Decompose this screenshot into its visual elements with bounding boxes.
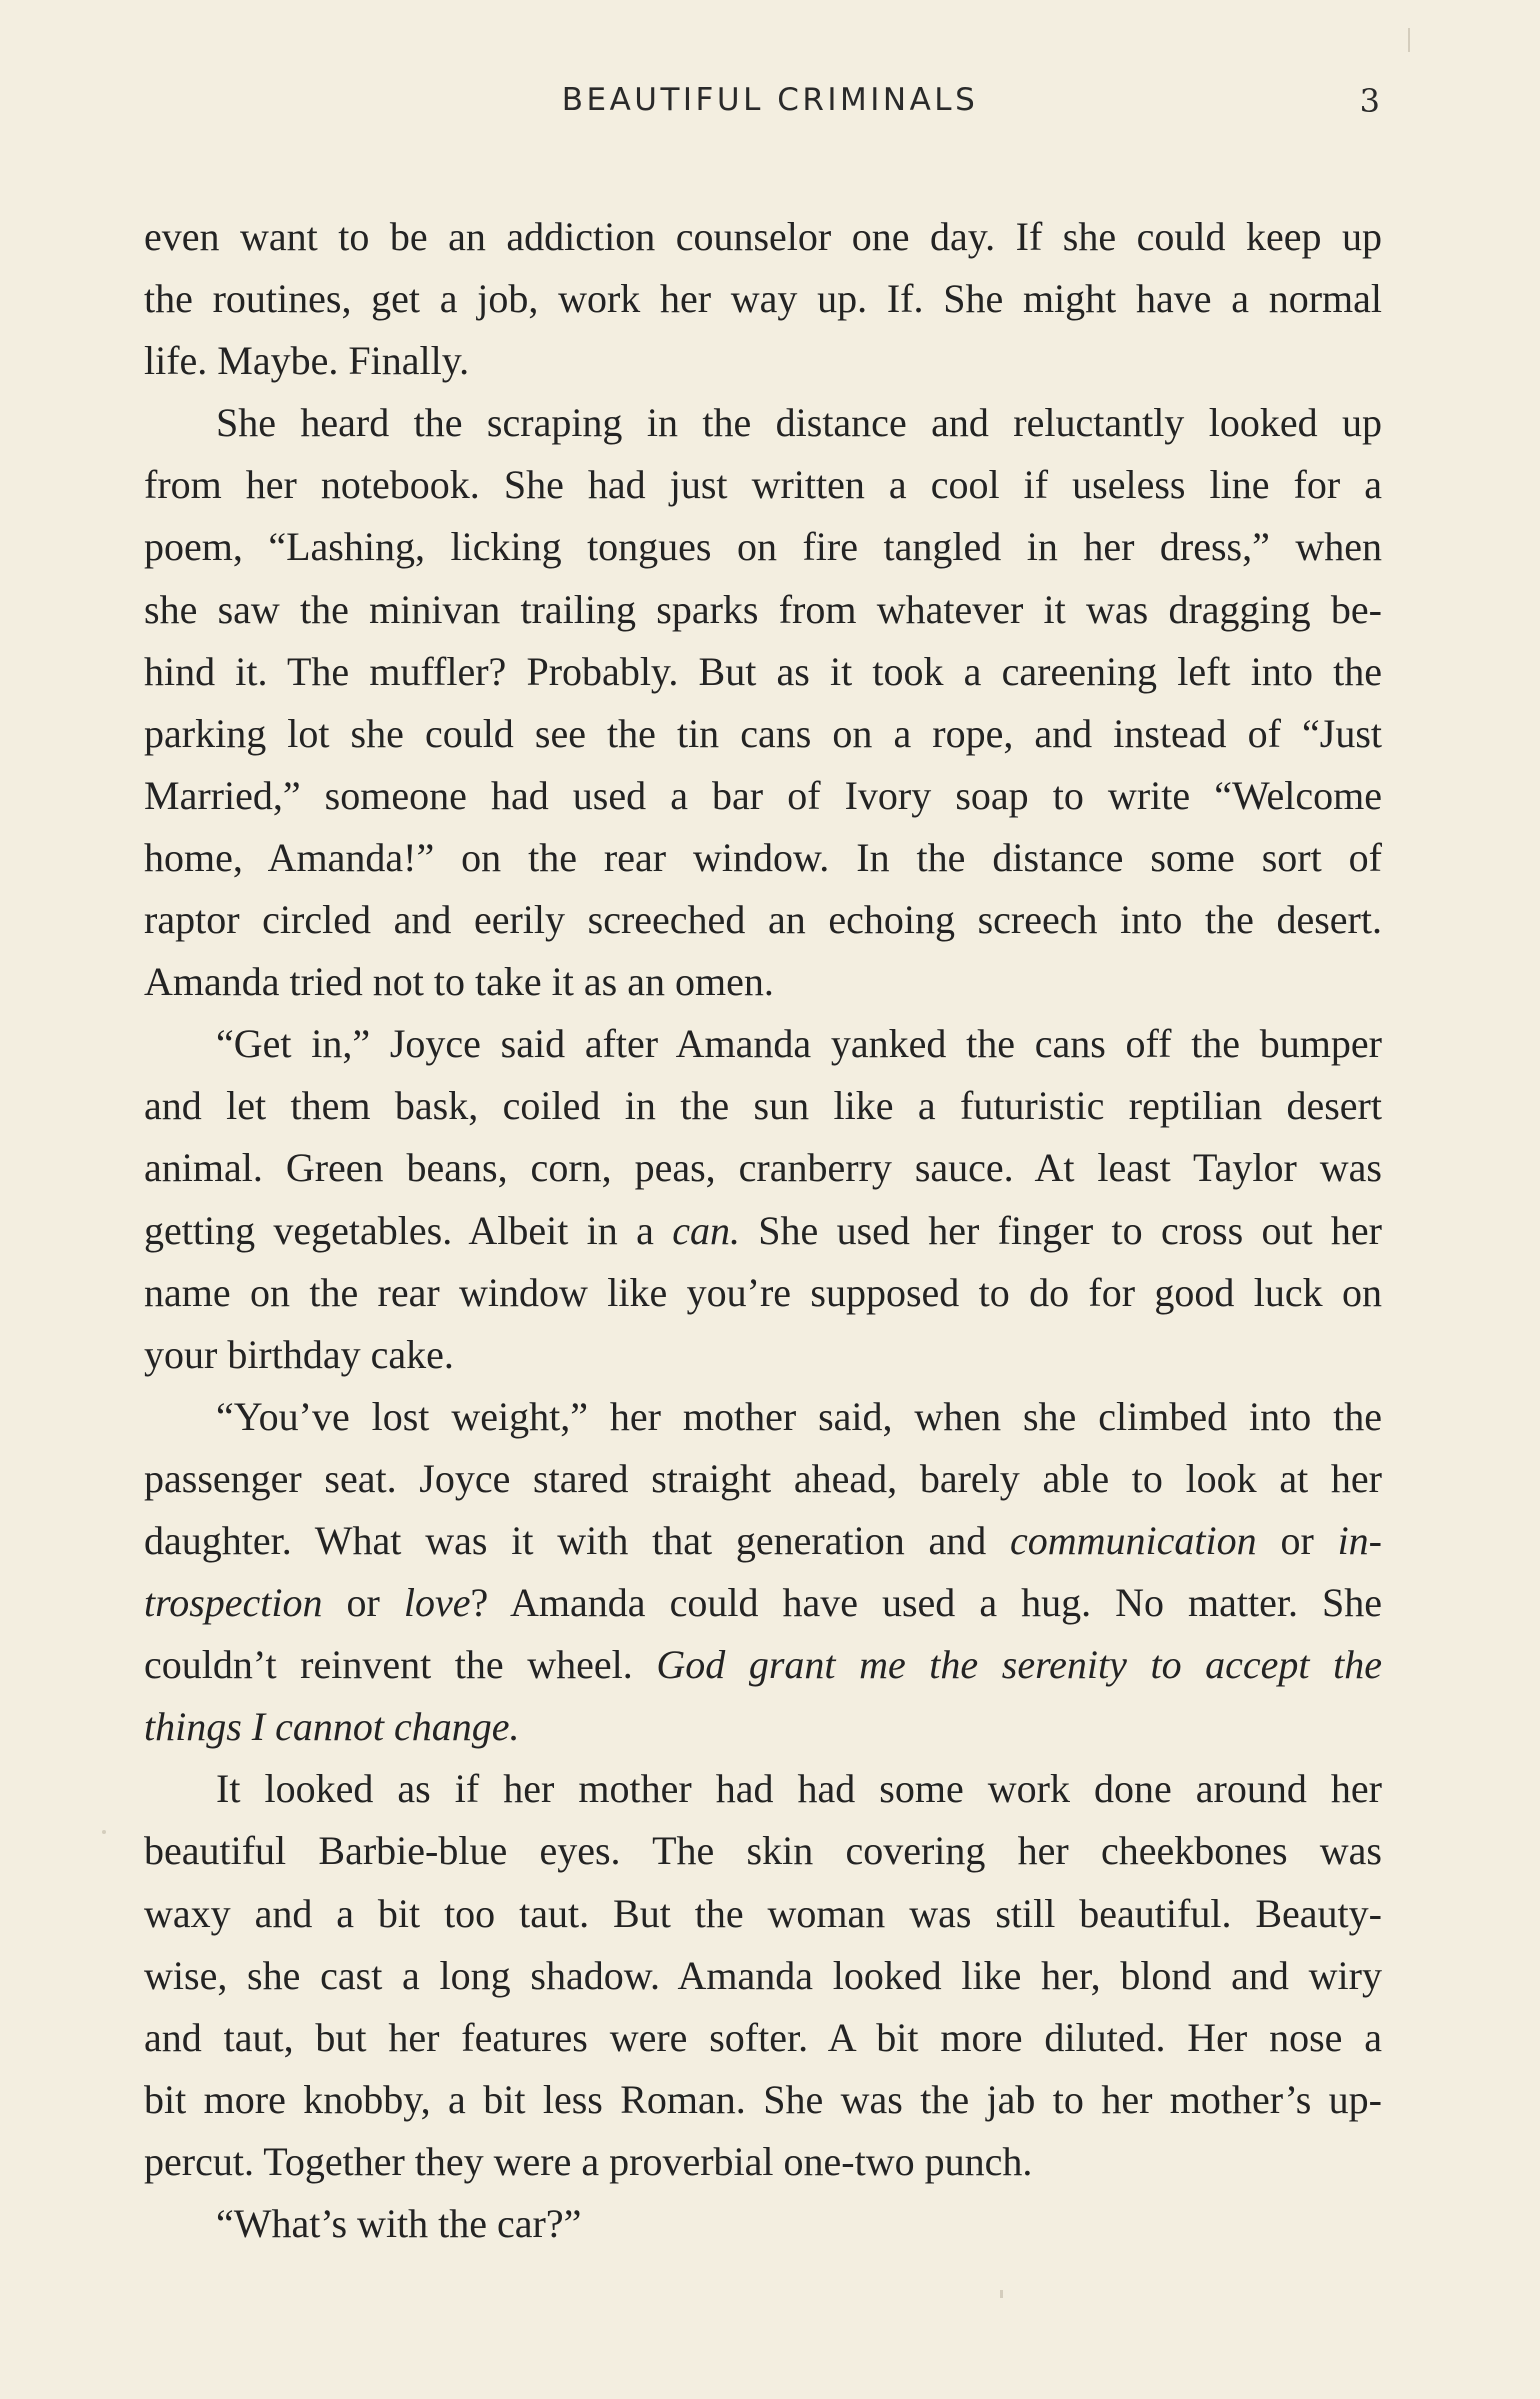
text-line: [144, 1572, 1382, 1634]
paper-speck: [1408, 28, 1410, 52]
text-line: wise, she cast a long shadow. Amanda looked like her, blond and wiry: [144, 1952, 1382, 1998]
text-line: [144, 1510, 1382, 1572]
paragraph-5: [144, 1758, 1382, 2193]
paper-speck: [102, 1830, 106, 1834]
italic-text: God grant me the serenity to accept the: [656, 1642, 1382, 1688]
text-line: animal. Green beans, corn, peas, cranberry sauce. At least Taylor was: [144, 1145, 1382, 1191]
text-line: [144, 1200, 1382, 1262]
paragraph-1: [144, 206, 1382, 392]
text-line: she saw the minivan trailing sparks from whatever it was dragging be-: [144, 586, 1382, 632]
text-line: bit more knobby, a bit less Roman. She was the jab to her mother’s up-: [144, 2076, 1382, 2122]
text-line: It looked as if her mother had had some work done around her: [216, 1766, 1382, 1812]
body-text: [144, 206, 1382, 2255]
text-line: and taut, but her features were softer. A bit more diluted. Her nose a: [144, 2014, 1382, 2060]
text-line: the routines, get a job, work her way up. If. She might have a normal: [144, 276, 1382, 322]
text-line: your birthday cake.: [144, 1331, 454, 1377]
text-line: and let them bask, coiled in the sun like a futuristic reptilian desert: [144, 1083, 1382, 1129]
italic-text: things I cannot change.: [144, 1704, 520, 1750]
text-line: [144, 1634, 1382, 1696]
text-line: raptor circled and eerily screeched an echoing screech into the desert.: [144, 897, 1382, 943]
text-segment: couldn’t reinvent the wheel.: [144, 1642, 657, 1688]
text-line: Married,” someone had used a bar of Ivory soap to write “Welcome: [144, 772, 1382, 818]
text-line: poem, “Lashing, licking tongues on fire tangled in her dress,” when: [144, 524, 1382, 570]
text-line: even want to be an addiction counselor one day. If she could keep up: [144, 214, 1382, 259]
text-line: She heard the scraping in the distance and reluctantly looked up: [216, 400, 1382, 446]
text-segment: getting vegetables. Albeit in a: [144, 1207, 673, 1253]
text-segment: She used her finger to cross out her: [739, 1207, 1382, 1253]
paragraph-2: [144, 392, 1382, 1013]
italic-text: communication: [1010, 1517, 1257, 1563]
text-line: beautiful Barbie-blue eyes. The skin covering her cheekbones was: [144, 1828, 1382, 1874]
text-line: parking lot she could see the tin cans on a rope, and instead of “Just: [144, 710, 1382, 756]
text-segment: or: [322, 1580, 404, 1626]
text-line: percut. Together they were a proverbial one-two punch.: [144, 2138, 1033, 2184]
text-line: passenger seat. Joyce stared straight ahead, barely able to look at her: [144, 1455, 1382, 1501]
text-line: “Get in,” Joyce said after Amanda yanked the cans off the bumper: [216, 1021, 1382, 1067]
italic-text: love: [403, 1580, 471, 1626]
paper-speck: [1000, 2290, 1003, 2298]
text-line: from her notebook. She had just written a cool if useless line for a: [144, 462, 1382, 508]
text-line: name on the rear window like you’re supposed to do for good luck on: [144, 1269, 1382, 1315]
page-number: 3: [1359, 82, 1380, 120]
paragraph-4: [144, 1386, 1382, 1759]
text-segment: or: [1256, 1517, 1338, 1563]
text-line: Amanda tried not to take it as an omen.: [144, 959, 774, 1005]
text-line: home, Amanda!” on the rear window. In the distance some sort of: [144, 834, 1382, 880]
text-line: “You’ve lost weight,” her mother said, when she climbed into the: [216, 1393, 1382, 1439]
paragraph-3: [144, 1013, 1382, 1386]
text-line: life. Maybe. Finally.: [144, 338, 470, 384]
running-head: [0, 82, 1540, 126]
running-title: BEAUTIFUL CRIMINALS: [561, 82, 979, 118]
text-line: hind it. The muffler? Probably. But as it took a careening left into the: [144, 648, 1382, 694]
text-line: [144, 1696, 1382, 1758]
italic-text: in-: [1337, 1517, 1382, 1563]
italic-text: trospection: [144, 1580, 323, 1626]
paragraph-6: [144, 2193, 1382, 2255]
text-line: waxy and a bit too taut. But the woman was still beautiful. Beauty-: [144, 1890, 1382, 1936]
text-segment: ? Amanda could have used a hug. No matter. She: [470, 1580, 1382, 1626]
text-segment: daughter. What was it with that generation and: [144, 1517, 1011, 1563]
italic-text: can.: [672, 1207, 740, 1253]
text-line: “What’s with the car?”: [216, 2201, 582, 2246]
